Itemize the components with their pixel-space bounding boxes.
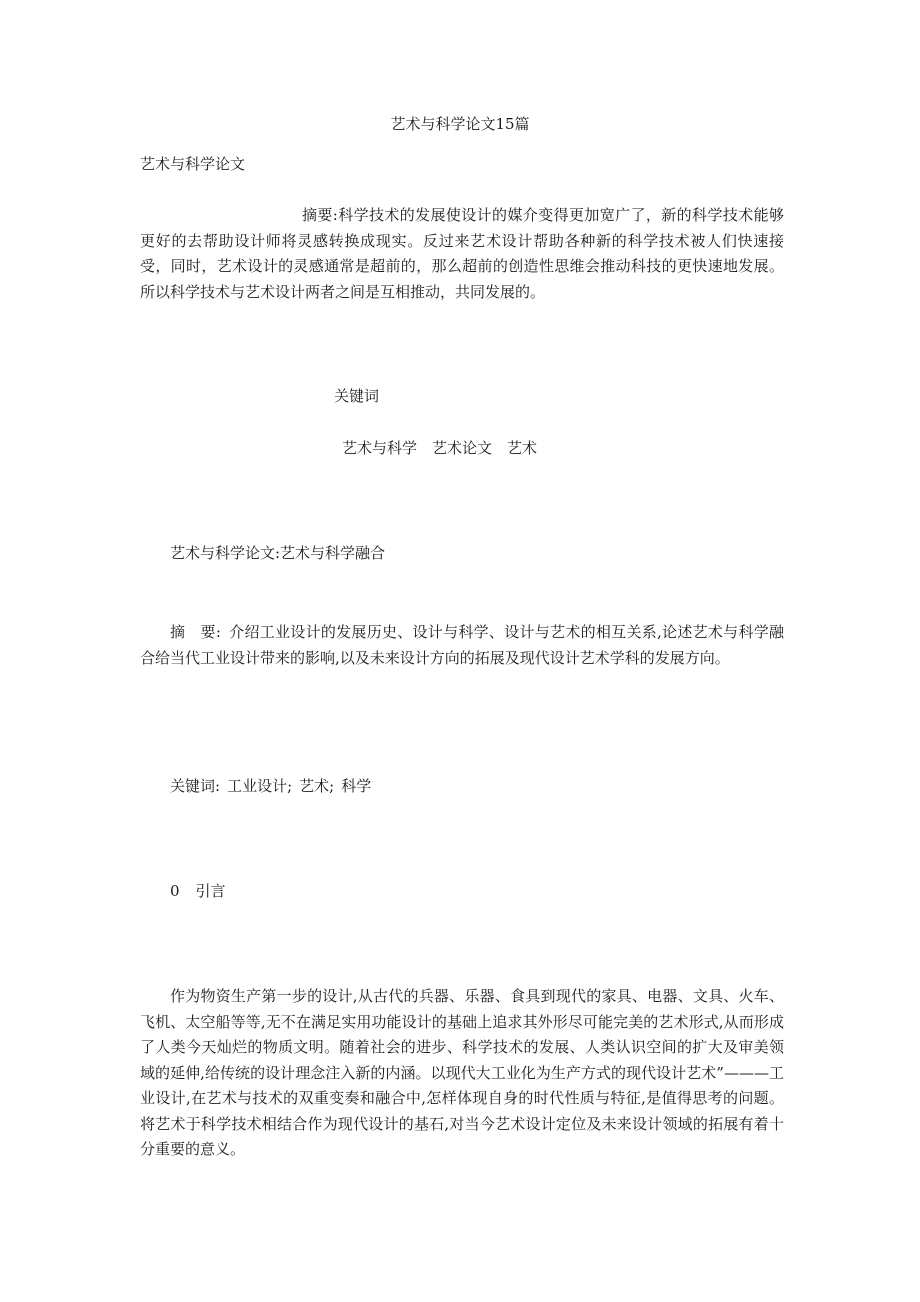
keywords2-label: 关键词:	[170, 777, 221, 795]
body-paragraph: 作为物资生产第一步的设计,从古代的兵器、乐器、食具到现代的家具、电器、文具、火车、飞机、太空船等等,无不在满足实用功能设计的基础上追求其外形尽可能完美的艺术形式,从而形成了人类今天灿烂的物质文明。随着社会的进步、科学技术的发展、人类认识空间的扩大及审美领域的延伸,给传统的设计理念注入新的内涵。以现代大工业化为生产方式的现代设计艺术”———工业设计,在艺术与技术的双重变奏和融合中,怎样体现自身的时代性质与特征,是值得思考的问题。将艺术于科学技术相结合作为现代设计的基石,对当今艺术设计定位及未来设计领域的拓展有着十分重要的意义。	[140, 987, 784, 1158]
keyword2-item: 艺术;	[299, 777, 335, 795]
abstract2-label: 摘 要:	[170, 623, 221, 641]
keyword-item: 艺术	[507, 439, 538, 457]
abstract-text: 科学技术的发展使设计的媒介变得更加宽广了，新的科学技术能够更好的去帮助设计师将灵感转换成现实。反过来艺术设计帮助各种新的科学技术被人们快速接受，同时，艺术设计的灵感通常是超前的，那么超前的创造性思维会推动科技的更快速地发展。所以科学技术与艺术设计两者之间是互相推动，共同发展的。	[140, 206, 784, 301]
section-label: 艺术与科学论文	[140, 155, 246, 173]
article-title: 艺术与科学论文:艺术与科学融合	[170, 544, 386, 562]
keyword-item: 艺术论文	[432, 439, 493, 457]
abstract-paragraph	[140, 203, 784, 305]
intro-heading	[170, 879, 226, 905]
abstract2-paragraph	[140, 620, 784, 671]
abstract-label: 摘要:	[302, 206, 338, 224]
intro-text: 引言	[195, 882, 226, 900]
keyword2-item: 科学	[341, 777, 372, 795]
keywords-line	[342, 436, 537, 462]
document-title: 艺术与科学论文15篇	[390, 115, 530, 133]
keywords2-line	[170, 774, 371, 800]
keyword-item: 艺术与科学	[342, 439, 418, 457]
keyword2-item: 工业设计;	[227, 777, 293, 795]
keywords-heading: 关键词	[334, 387, 380, 405]
intro-number: 0	[170, 882, 180, 900]
abstract2-text: 介绍工业设计的发展历史、设计与科学、设计与艺术的相互关系,论述艺术与科学融合给当代工业设计带来的影响,以及未来设计方向的拓展及现代设计艺术学科的发展方向。	[140, 623, 784, 667]
